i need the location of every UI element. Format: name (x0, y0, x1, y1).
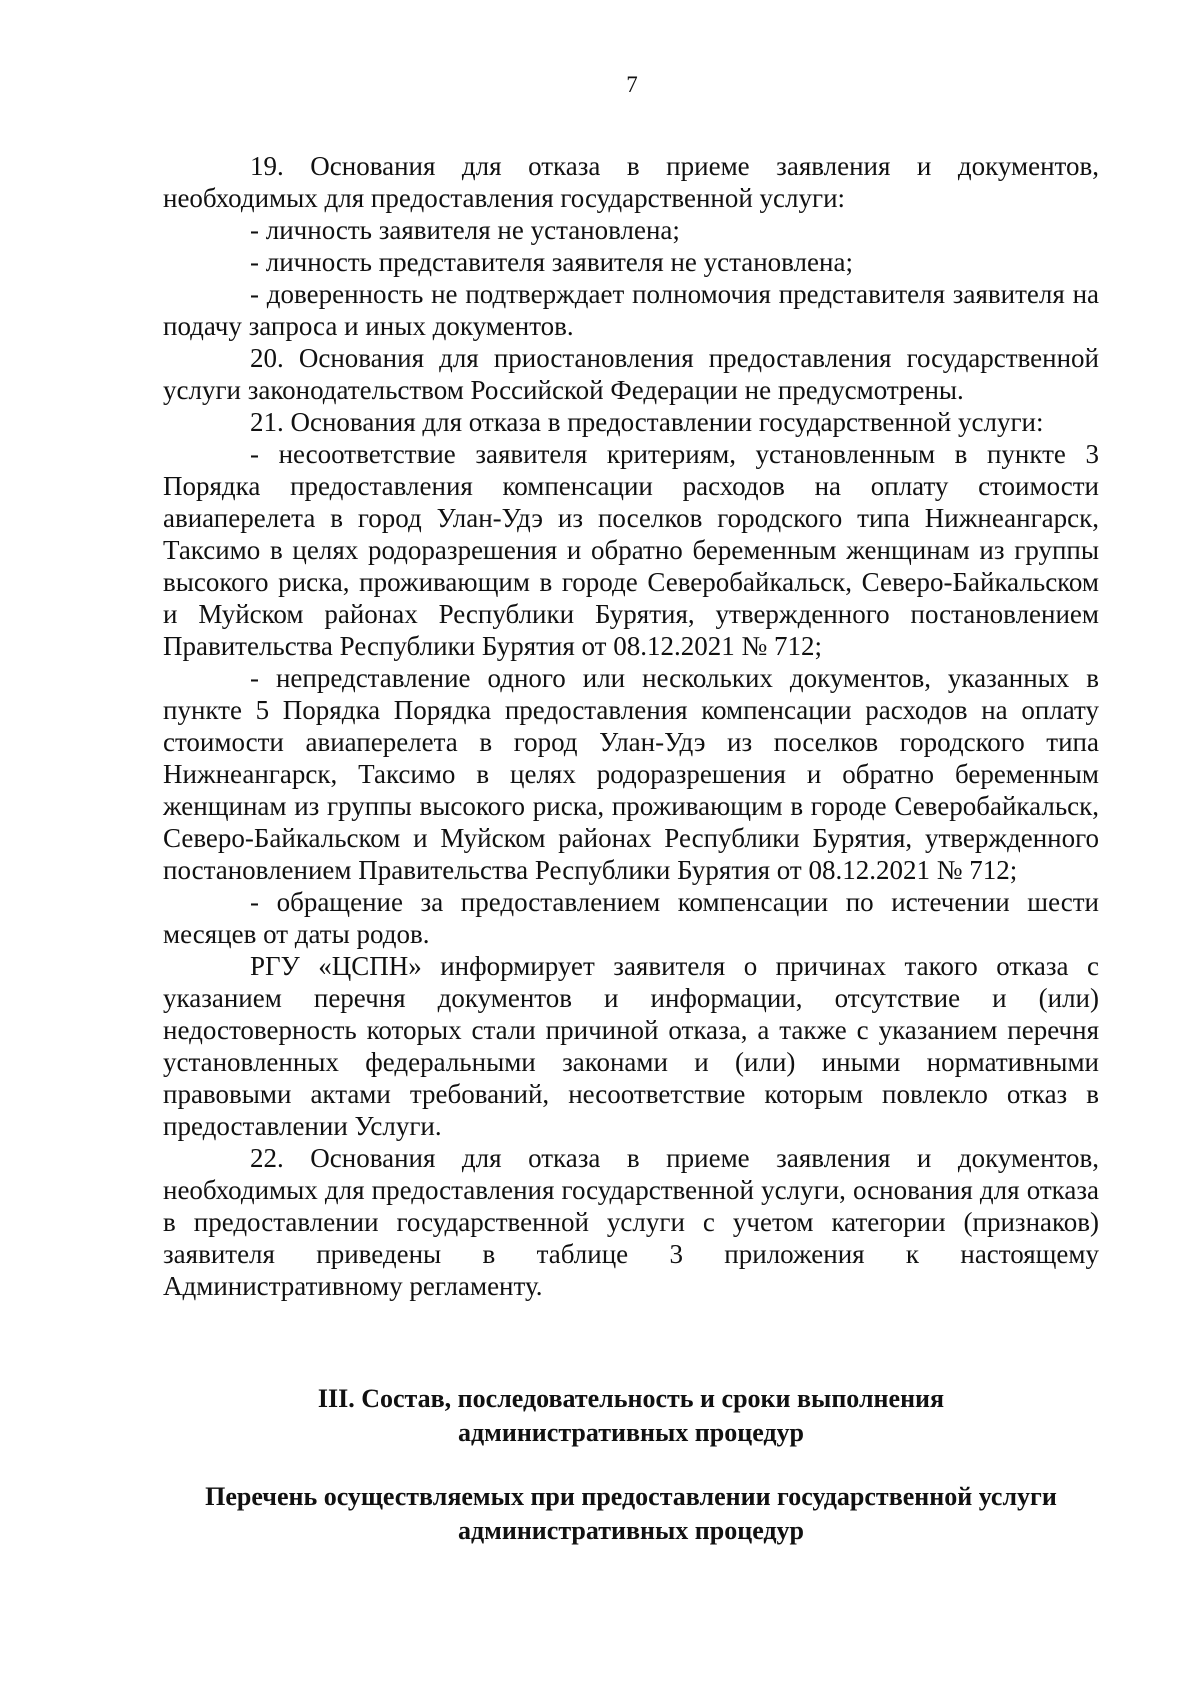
section-heading (163, 1382, 1099, 1450)
paragraph-21: 21. Основания для отказа в предоставлении государственной услуги: (250, 407, 1044, 437)
paragraph-20: 20. Основания для приостановления предоставления государственной услуги законодательством Российской Федерации не предусмотрены. (163, 343, 1099, 405)
list-item-representative-not-established: - личность представителя заявителя не установлена; (250, 247, 853, 277)
paragraph-rgu-notice: РГУ «ЦСПН» информирует заявителя о причинах такого отказа с указанием перечня документов и информации, отсутствие и (или) недостоверность которых стали причиной отказа, а также с указанием перечня установленных федеральными законами и (или) иными нормативными правовыми актами требований, несоответствие которым повлекло отказ в предоставлении Услуги. (163, 951, 1099, 1141)
page-number: 7 (626, 72, 638, 97)
subsection-heading (163, 1480, 1099, 1548)
paragraph-19: 19. Основания для отказа в приеме заявления и документов, необходимых для предоставления государственной услуги: (163, 151, 1099, 213)
list-item-identity-not-established: - личность заявителя не установлена; (250, 215, 680, 245)
document-body (163, 150, 1099, 1302)
paragraph-22: 22. Основания для отказа в приеме заявления и документов, необходимых для предоставления государственной услуги, основания для отказа в предоставлении государственной услуги с учетом категории (признаков) заявителя приведены в таблице 3 приложения к настоящему Административному регламенту. (163, 1143, 1099, 1301)
subsection-heading-line-1: Перечень осуществляемых при предоставлении государственной услуги (205, 1482, 1057, 1511)
list-item-deadline-expired: - обращение за предоставлением компенсации по истечении шести месяцев от даты родов. (163, 887, 1099, 949)
section-heading-line-1: III. Состав, последовательность и сроки выполнения (317, 1384, 945, 1413)
list-item-power-of-attorney: - доверенность не подтверждает полномочия представителя заявителя на подачу запроса и иных документов. (163, 279, 1099, 341)
list-item-documents-missing: - непредставление одного или нескольких документов, указанных в пункте 5 Порядка Порядка предоставления компенсации расходов на оплату стоимости авиаперелета в город Улан-Удэ из поселков городского типа Нижнеангарск, Таксимо в целях родоразрешения и обратно беременным женщинам из группы высокого риска, проживающим в городе Северобайкальск, Северо-Байкальском и Муйском районах Республики Бурятия, утвержденного постановлением Правительства Республики Бурятия от 08.12.2021 № 712; (163, 663, 1099, 885)
list-item-criteria-mismatch: - несоответствие заявителя критериям, установленным в пункте 3 Порядка предоставления компенсации расходов на оплату стоимости авиаперелета в город Улан-Удэ из поселков городского типа Нижнеангарск, Таксимо в целях родоразрешения и обратно беременным женщинам из группы высокого риска, проживающим в городе Северобайкальск, Северо-Байкальском и Муйском районах Республики Бурятия, утвержденного постановлением Правительства Республики Бурятия от 08.12.2021 № 712; (163, 439, 1099, 661)
section-heading-line-2: административных процедур (457, 1418, 805, 1447)
subsection-heading-line-2: административных процедур (457, 1516, 805, 1545)
